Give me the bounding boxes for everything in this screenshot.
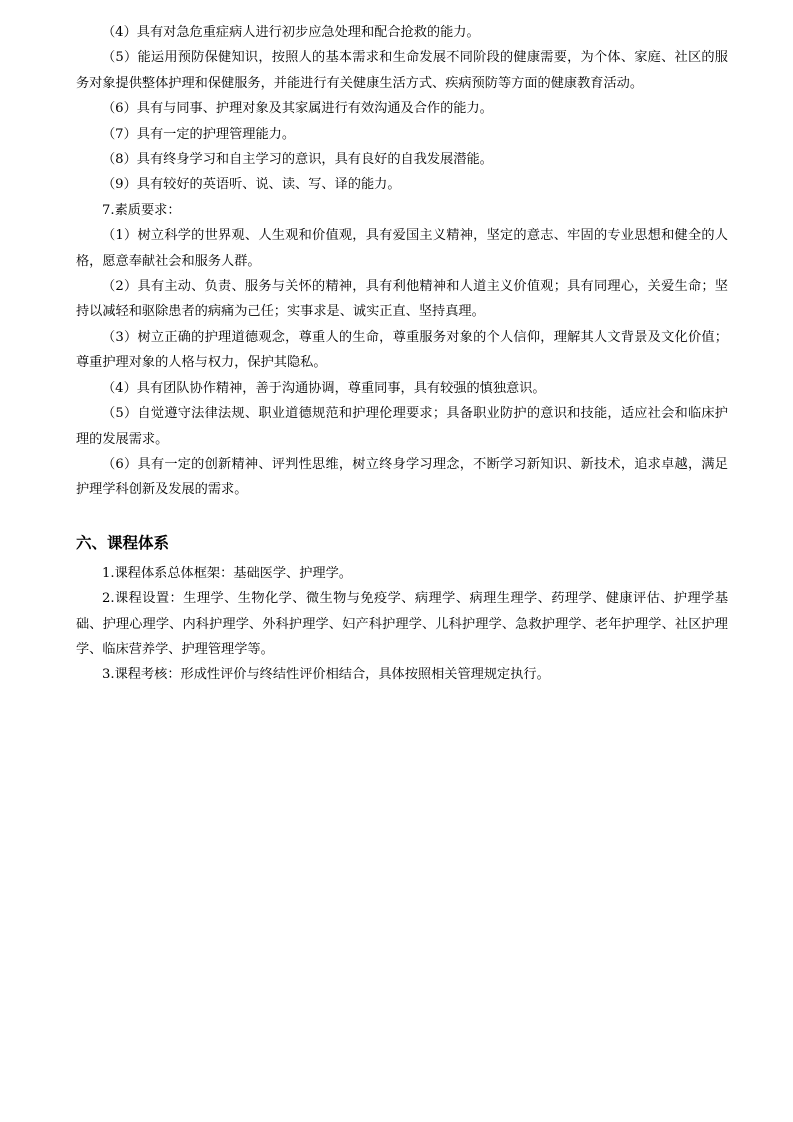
ability-item-4: （4）具有对急危重症病人进行初步应急处理和配合抢救的能力。	[102, 25, 480, 40]
ability-item-8: （8）具有终身学习和自主学习的意识，具有良好的自我发展潜能。	[102, 152, 493, 168]
ability-item-7: （7）具有一定的护理管理能力。	[102, 126, 296, 142]
quality-item-1: （1）树立科学的世界观、人生观和价值观，具有爱国主义精神，坚定的意志、牢固的专业思想和健全的人格，愿意奉献社会和服务人群。	[76, 228, 728, 269]
quality-item-2: （2）具有主动、负责、服务与关怀的精神，具有利他精神和人道主义价值观；具有同理心，关爱生命；坚持以减轻和驱除患者的病痛为己任；实事求是、诚实正直、坚持真理。	[76, 279, 728, 320]
section-heading-curriculum: 六、课程体系	[76, 533, 170, 552]
curriculum-item-courses: 2.课程设置：生理学、生物化学、微生物与免疫学、病理学、病理生理学、药理学、健康评估、护理学基础、护理心理学、内科护理学、外科护理学、妇产科护理学、儿科护理学、急救护理学、老年护理学、社区护理学、临床营养学、护理管理学等。	[76, 591, 728, 657]
quality-requirements-title: 7.素质要求：	[102, 202, 181, 218]
curriculum-item-assessment: 3.课程考核：形成性评价与终结性评价相结合，具体按照相关管理规定执行。	[102, 667, 550, 683]
ability-item-9: （9）具有较好的英语听、说、读、写、译的能力。	[102, 177, 401, 193]
quality-item-4: （4）具有团队协作精神，善于沟通协调，尊重同事，具有较强的慎独意识。	[102, 380, 546, 396]
quality-item-3: （3）树立正确的护理道德观念，尊重人的生命，尊重服务对象的个人信仰，理解其人文背景及文化价值；尊重护理对象的人格与权力，保护其隐私。	[76, 329, 728, 371]
curriculum-item-framework: 1.课程体系总体框架：基础医学、护理学。	[102, 565, 352, 581]
ability-item-6: （6）具有与同事、护理对象及其家属进行有效沟通及合作的能力。	[102, 101, 493, 117]
quality-item-6: （6）具有一定的创新精神、评判性思维，树立终身学习理念，不断学习新知识、新技术，追求卓越，满足护理学科创新及发展的需求。	[76, 456, 728, 498]
document-page	[76, 20, 728, 688]
ability-item-5: （5）能运用预防保健知识，按照人的基本需求和生命发展不同阶段的健康需要，为个体、家庭、社区的服务对象提供整体护理和保健服务，并能进行有关健康生活方式、疾病预防等方面的健康教育活动。	[76, 50, 728, 91]
quality-item-5: （5）自觉遵守法律法规、职业道德规范和护理伦理要求；具备职业防护的意识和技能，适应社会和临床护理的发展需求。	[76, 406, 728, 447]
